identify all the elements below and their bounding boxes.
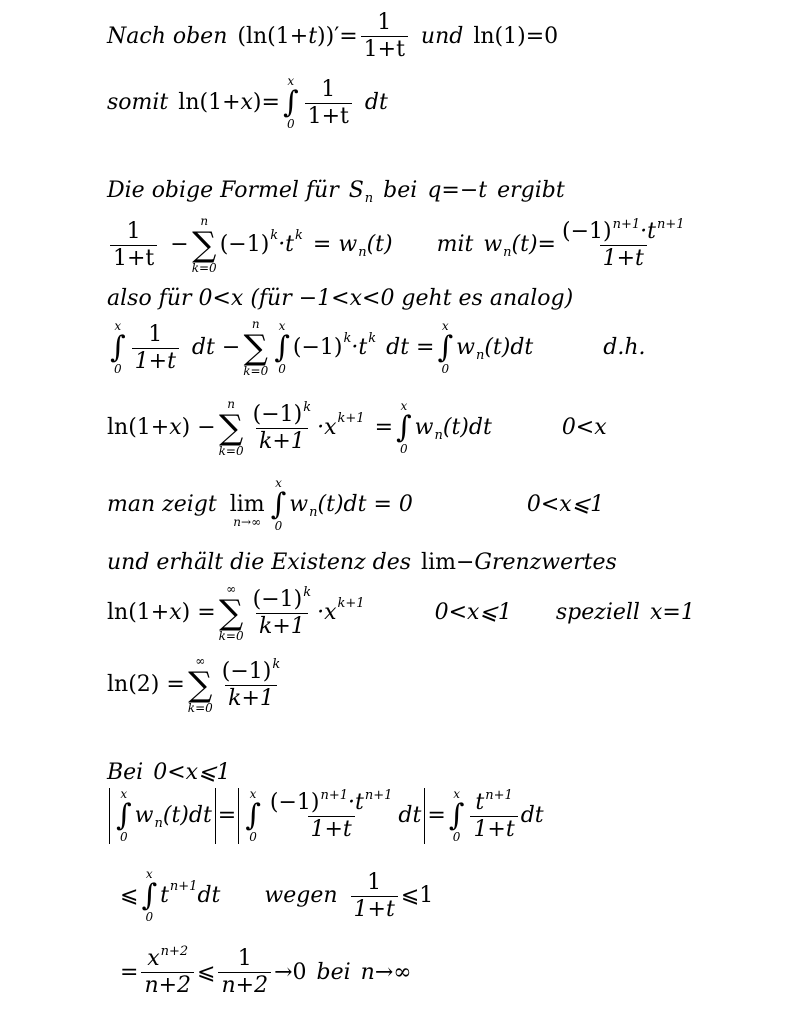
math: w	[483, 232, 503, 258]
fraction	[110, 218, 157, 271]
math: (t)dt	[442, 415, 492, 441]
formula-line-7: ln(1+ x ) − n ∑ k=0 $\frac{(-1)^k}{k+1}$ ·x k+1 = x ∫ 0 w n (t)dt 0<x	[107, 397, 607, 459]
math: (−1)	[292, 335, 343, 361]
formula-line-13	[107, 788, 544, 844]
math: = w	[312, 232, 358, 258]
superscript: k	[295, 227, 303, 243]
subscript: n	[503, 244, 512, 260]
sum: n ∑ k=0	[191, 214, 217, 276]
math: 0<x⩽1	[526, 492, 605, 518]
formula-line-4	[107, 215, 691, 275]
text: wegen	[264, 883, 338, 909]
math: ⩽	[197, 959, 216, 985]
formula-line-3	[107, 178, 565, 206]
superscript: k	[270, 227, 279, 243]
text: bei	[316, 959, 351, 985]
math: ln(1+	[178, 90, 241, 116]
math: ) −	[181, 415, 216, 441]
math: 0<x	[561, 415, 607, 441]
sum: ∞ ∑ k=0	[218, 582, 244, 644]
math: =	[217, 803, 237, 829]
math: w	[414, 415, 434, 441]
math: =	[374, 415, 394, 441]
math: dt −	[191, 335, 241, 361]
text: man zeigt	[107, 492, 217, 518]
math: −	[170, 232, 189, 258]
numerator: 1	[126, 218, 141, 244]
fraction: $\frac{1}{n+2}$	[218, 948, 271, 997]
math: 0<x⩽1	[434, 600, 512, 626]
sum: n ∑ k=0	[218, 397, 244, 459]
math: ln(1+	[107, 415, 170, 441]
math: (−1)	[219, 232, 270, 258]
math: dt	[364, 90, 388, 116]
math: ln(1+	[107, 600, 170, 626]
math: ·x	[317, 415, 337, 441]
text: somit	[107, 90, 169, 116]
text: Bei	[107, 760, 144, 785]
math: ln(2) =	[107, 672, 185, 698]
math: ⩽1	[400, 883, 434, 909]
fraction	[559, 216, 688, 271]
numerator: 1	[377, 10, 392, 35]
integral: x ∫ 0	[110, 319, 126, 377]
text: Nach oben	[107, 23, 228, 49]
upper-limit: n	[200, 214, 209, 228]
fraction: $\frac{t^{n+1}}{1+t}$	[470, 792, 517, 841]
formula-line-8: man zeigt lim n→∞ x ∫ 0 w n (t)dt = 0 0<x⩽1	[107, 476, 605, 534]
math: x	[169, 600, 182, 626]
math: q=−t	[427, 178, 488, 203]
math: (t)dt = 0	[317, 492, 413, 518]
lower-limit: k=0	[191, 261, 217, 276]
formula-line-9	[107, 552, 617, 574]
text: und	[420, 23, 464, 49]
numerator: 1	[321, 76, 336, 102]
math: 0<x⩽1	[153, 760, 231, 785]
formula-line-15	[120, 944, 412, 998]
denominator: 1+t	[361, 36, 408, 61]
formula-line-12	[107, 762, 231, 784]
math: dt	[197, 883, 221, 909]
math: ·x	[317, 600, 337, 626]
limit: lim n→∞	[229, 492, 265, 530]
text: und erhält die Existenz des	[107, 550, 412, 575]
denominator: 1+t	[305, 103, 352, 128]
math: =	[427, 803, 446, 829]
text: speziell	[555, 600, 640, 626]
formula-line-2	[107, 75, 388, 131]
fraction: $\frac{(-1)^k}{k+1}$	[221, 656, 281, 711]
lower-limit: 0	[286, 117, 295, 132]
formula-line-10: ln(1+ x ) = ∞ ∑ k=0 $\frac{(-1)^k}{k+1}$ ·x k+1 0<x⩽1 speziell x=1	[107, 582, 695, 644]
math: t	[160, 883, 169, 909]
formula-line-5	[107, 288, 573, 310]
math: w	[289, 492, 309, 518]
formula-line-14: ⩽ x ∫ 0 t n+1 dt wegen $\frac{1}{1+t}$ ⩽1	[120, 867, 434, 925]
text: mit	[436, 232, 474, 258]
formula-line-6: x ∫ 0 $\frac{1}{1+t}$ dt − n ∑ k=0 x ∫ 0 (−1) k ·t k dt = x ∫ 0 w n (t)dt d.h.	[110, 317, 646, 379]
math: S	[348, 178, 364, 203]
math: t	[308, 23, 318, 49]
math: ·t	[278, 232, 295, 258]
math: ln(1)=0	[473, 23, 559, 49]
formula-line-1	[107, 12, 558, 61]
numerator: $(-1)^{n+1}\cdot t^{n+1}$	[562, 216, 685, 244]
text: −Grenzwertes	[455, 550, 617, 575]
sum: n ∑ k=0	[243, 317, 269, 379]
formula-line-11	[107, 655, 286, 715]
integral: x ∫ 0	[396, 399, 412, 457]
math: dt =	[386, 335, 435, 361]
math: (t)dt	[484, 335, 534, 361]
math: x	[169, 415, 182, 441]
denominator: 1+t	[600, 245, 647, 270]
math: x=1	[649, 600, 695, 626]
math: dt	[520, 803, 544, 829]
fraction: $\frac{x^{n+2}}{n+2}$	[141, 948, 194, 997]
fraction: $\frac{(-1)^k}{k+1}$	[252, 399, 312, 454]
subscript: n	[358, 244, 367, 260]
text: also für 0<x (für −1<x<0 geht es analog)	[107, 286, 574, 311]
fraction	[305, 76, 352, 129]
sum: ∞ ∑ k=0	[187, 654, 213, 716]
math: w	[456, 335, 475, 361]
denominator: 1+t	[110, 245, 157, 270]
math: (t)	[366, 232, 393, 258]
math: ) =	[181, 600, 216, 626]
math: =	[120, 959, 139, 985]
math: ))′=	[317, 23, 358, 49]
fraction: $\frac{1}{1+t}$	[351, 872, 398, 921]
fraction: $\frac{(-1)^k}{k+1}$	[252, 584, 312, 639]
math: x	[240, 90, 253, 116]
absolute-value: x ∫ 0 $\frac{(-1)^{n+1}\cdot t^{n+1}}{1+t}$ dt	[238, 788, 425, 844]
math: n→∞	[360, 959, 412, 985]
math: (ln(1+	[237, 23, 309, 49]
math: ⩽	[120, 883, 139, 909]
integral: x ∫ 0	[437, 319, 454, 377]
math: lim	[421, 550, 456, 575]
integral: x ∫ 0	[282, 74, 299, 132]
upper-limit: x	[287, 74, 295, 88]
fraction: $\frac{1}{1+t}$	[132, 324, 179, 373]
math: →0	[274, 959, 307, 985]
absolute-value: x ∫ 0 w n (t)dt	[109, 788, 216, 844]
text: ergibt	[497, 178, 565, 203]
math: (t)=	[511, 232, 556, 258]
integral: x ∫ 0	[141, 867, 158, 925]
math: )=	[252, 90, 280, 116]
integral: x ∫ 0	[270, 476, 287, 534]
fraction	[361, 12, 408, 61]
integral: x ∫ 0	[274, 319, 290, 377]
text: d.h.	[603, 335, 646, 361]
subscript: n	[364, 190, 374, 206]
integral: x ∫ 0	[448, 787, 465, 845]
text: Die obige Formel für	[107, 178, 339, 203]
text: bei	[383, 178, 418, 203]
